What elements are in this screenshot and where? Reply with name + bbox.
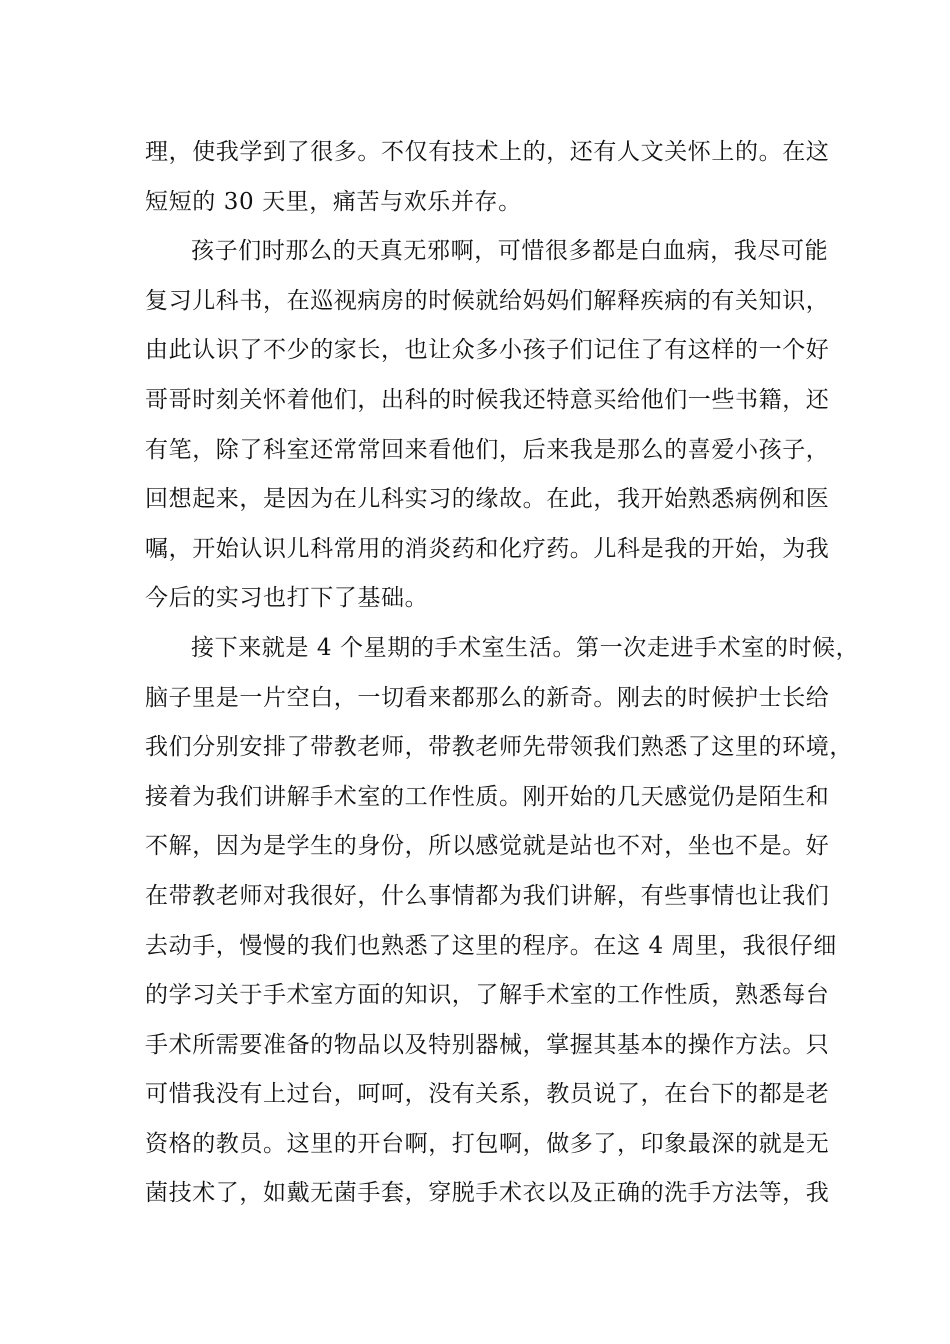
text-line-12: 脑子里是一片空白，一切看来都那么的新奇。刚去的时候护士长给 — [145, 684, 830, 711]
text-line-17: 去动手，慢慢的我们也熟悉了这里的程序。在这 4 周里，我很仔细 — [145, 932, 837, 959]
text-line-4: 复习儿科书，在巡视病房的时候就给妈妈们解释疾病的有关知识， — [145, 287, 830, 314]
text-line-7: 有笔，除了科室还常常回来看他们，后来我是那么的喜爱小孩子， — [145, 436, 830, 463]
text-line-22: 菌技术了，如戴无菌手套，穿脱手术衣以及正确的洗手方法等，我 — [145, 1180, 830, 1207]
text-line-5: 由此认识了不少的家长，也让众多小孩子们记住了有这样的一个好 — [145, 337, 830, 364]
text-line-11: 接下来就是 4 个星期的手术室生活。第一次走进手术室的时候， — [191, 634, 860, 661]
text-line-18: 的学习关于手术室方面的知识，了解手术室的工作性质，熟悉每台 — [145, 982, 830, 1009]
text-line-19: 手术所需要准备的物品以及特别器械，掌握其基本的操作方法。只 — [145, 1031, 830, 1058]
text-line-20: 可惜我没有上过台，呵呵，没有关系，教员说了，在台下的都是老 — [145, 1081, 830, 1108]
body-text — [145, 128, 860, 1219]
text-line-9: 嘱，开始认识儿科常用的消炎药和化疗药。儿科是我的开始，为我 — [145, 535, 830, 562]
text-line-16: 在带教老师对我很好，什么事情都为我们讲解，有些事情也让我们 — [145, 882, 830, 909]
text-line-6: 哥哥时刻关怀着他们，出科的时候我还特意买给他们一些书籍，还 — [145, 386, 830, 413]
text-line-14: 接着为我们讲解手术室的工作性质。刚开始的几天感觉仍是陌生和 — [145, 783, 830, 810]
text-line-2: 短短的 30 天里，痛苦与欢乐并存。 — [145, 188, 522, 215]
text-line-10: 今后的实习也打下了基础。 — [145, 585, 429, 612]
text-line-1: 理，使我学到了很多。不仅有技术上的，还有人文关怀上的。在这 — [145, 139, 830, 165]
text-line-13: 我们分别安排了带教老师，带教老师先带领我们熟悉了这里的环境， — [145, 734, 853, 761]
text-line-3: 孩子们时那么的天真无邪啊，可惜很多都是白血病，我尽可能 — [191, 238, 829, 265]
text-line-8: 回想起来，是因为在儿科实习的缘故。在此，我开始熟悉病例和医 — [145, 486, 830, 513]
text-line-15: 不解，因为是学生的身份，所以感觉就是站也不对，坐也不是。好 — [145, 833, 830, 860]
text-line-21: 资格的教员。这里的开台啊，打包啊，做多了，印象最深的就是无 — [145, 1130, 830, 1157]
